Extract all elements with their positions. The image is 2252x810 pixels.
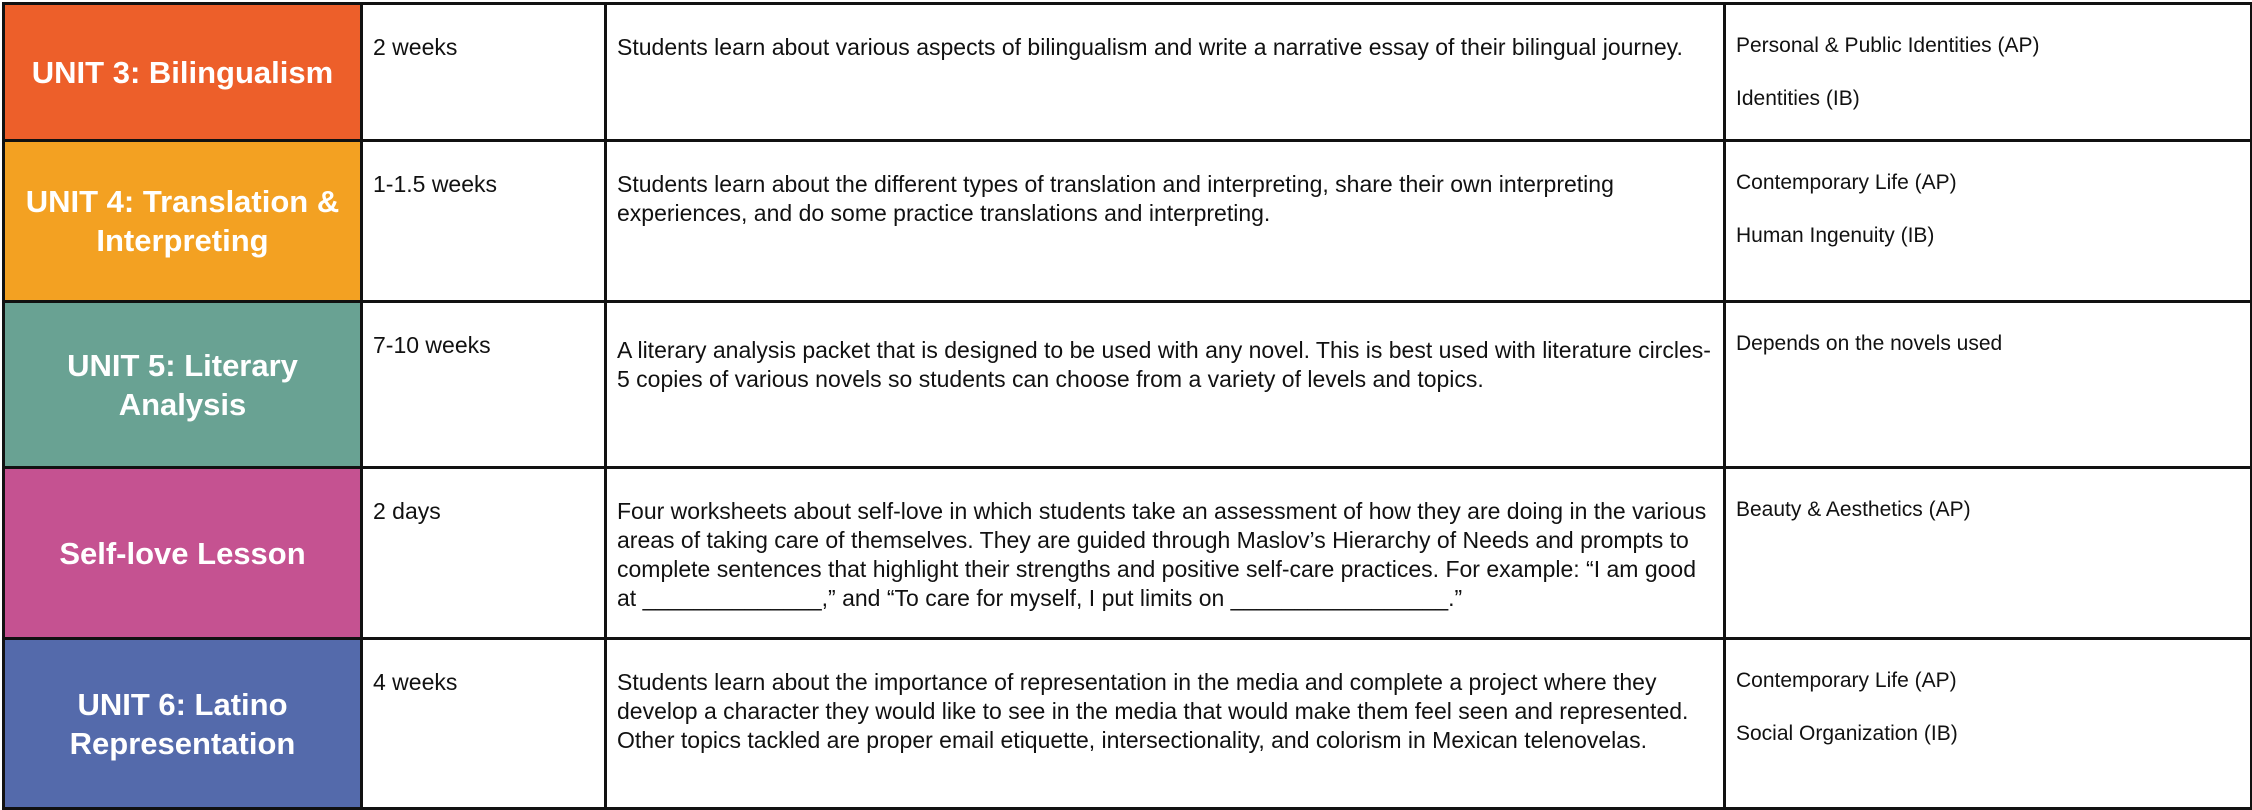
unit-title: UNIT 6: Latino Representation [69, 686, 296, 761]
theme-label: Beauty & Aesthetics (AP) [1736, 498, 1971, 521]
theme-label: Contemporary Life (AP) [1736, 171, 1957, 194]
themes-cell [1725, 468, 2252, 639]
table-row [4, 302, 2252, 468]
table-row [4, 4, 2252, 141]
unit-title: Self-love Lesson [59, 535, 306, 571]
unit-title-cell [4, 639, 362, 809]
description-cell [606, 4, 1725, 141]
description-cell [606, 141, 1725, 302]
description: A literary analysis packet that is designed to be used with any novel. This is best used with literature circles- 5 copies of various novels so students can choose from a variety of levels and topics. [617, 337, 1711, 392]
curriculum-table [2, 2, 2252, 810]
description: Four worksheets about self-love in which students take an assessment of how they are doing in the various areas of taking care of themselves. They are guided through Maslov’s Hierarchy of Needs and prompts to complete sentences that highlight their strengths and positive self-care practices. For example: “I am good at ______________,” and “To care for myself, I put limits on _________________.” [617, 498, 1707, 611]
duration: 2 days [373, 498, 441, 524]
duration: 4 weeks [373, 669, 458, 695]
unit-title-cell [4, 141, 362, 302]
description-cell [606, 639, 1725, 809]
theme-label: Personal & Public Identities (AP) [1736, 34, 2040, 57]
unit-title-cell [4, 4, 362, 141]
duration-cell [362, 468, 606, 639]
duration: 1-1.5 weeks [373, 171, 498, 197]
description: Students learn about various aspects of bilingualism and write a narrative essay of their bilingual journey. [617, 34, 1683, 60]
unit-title-cell [4, 302, 362, 468]
theme-label: Contemporary Life (AP) [1736, 669, 1957, 692]
unit-title: UNIT 4: Translation & Interpreting [25, 184, 340, 258]
duration: 2 weeks [373, 34, 458, 60]
themes-cell [1725, 141, 2252, 302]
duration-cell [362, 4, 606, 141]
themes-cell [1725, 639, 2252, 809]
theme-label: Social Organization (IB) [1736, 722, 1958, 745]
table-row [4, 141, 2252, 302]
description: Students learn about the different types of translation and interpreting, share their own interpreting experiences, and do some practice translations and interpreting. [617, 171, 1614, 226]
description: Students learn about the importance of representation in the media and complete a project where they develop a character they would like to see in the media that would make them feel seen and represented. Other topics tackled are proper email etiquette, intersectionality, and colorism in Mexican telenovelas. [617, 669, 1689, 753]
table-row [4, 639, 2252, 809]
duration-cell [362, 141, 606, 302]
themes-cell [1725, 302, 2252, 468]
theme-label: Identities (IB) [1736, 87, 1860, 110]
themes-cell [1725, 4, 2252, 141]
duration-cell [362, 639, 606, 809]
duration-cell [362, 302, 606, 468]
unit-title-cell [4, 468, 362, 639]
table-row [4, 468, 2252, 639]
description-cell [606, 468, 1725, 639]
theme-label: Depends on the novels used [1736, 332, 2003, 355]
unit-title: UNIT 5: Literary Analysis [67, 347, 298, 422]
description-cell [606, 302, 1725, 468]
unit-title: UNIT 3: Bilingualism [31, 54, 334, 90]
theme-label: Human Ingenuity (IB) [1736, 224, 1935, 247]
duration: 7-10 weeks [373, 332, 491, 358]
